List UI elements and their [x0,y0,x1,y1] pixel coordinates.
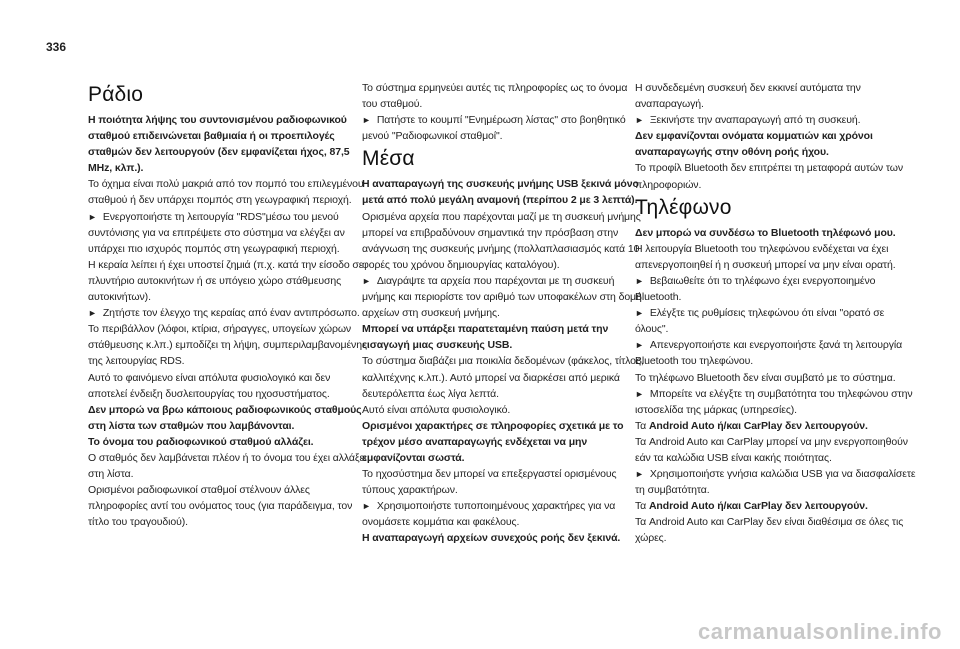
action-item [635,466,917,498]
triangle-right-icon: ► [635,115,644,126]
action-item [635,273,917,305]
triangle-right-icon: ► [362,275,371,286]
triangle-right-icon: ► [635,275,644,286]
section-heading: Ράδιο [88,83,144,106]
action-text: Ελέγξτε τις ρυθμίσεις τηλεφώνου ότι είναι "ορατό σε όλους". [635,307,885,336]
action-text: Χρησιμοποιήστε τυποποιημένους χαρακτήρες για να ονομάσετε κομμάτια και φακέλους. [362,500,616,529]
body-text: Η λειτουργία Bluetooth του τηλεφώνου ενδέχεται να έχει απενεργοποιηθεί ή η συσκευή μπορεί να μην είναι ορατή. [635,242,896,271]
body-text: Ορισμένα αρχεία που παρέχονται μαζί με τη συσκευή μνήμης μπορεί να επιβραδύνουν σημαντικά την πρόσβαση στην ανάγνωση της συσκευής μνήμης (πολλαπλασιασμός κατά 10 φορές του χρόνου δημιουργίας καταλόγου). [362,210,641,271]
body-text: Το περιβάλλον (λόφοι, κτίρια, σήραγγες, υπογείων χώρων στάθμευσης κ.λπ.) εμποδίζει τη λήψη, συμπεριλαμβανομένης της λειτουργίας RDS. [88,323,367,368]
problem-heading: Η αναπαραγωγή αρχείων συνεχούς ροής δεν ξεκινά. [362,532,621,545]
action-item [635,305,917,337]
problem-heading: Δεν μπορώ να συνδέσω το Bluetooth τηλέφωνό μου. [635,226,896,239]
action-text: Χρησιμοποιήστε γνήσια καλώδια USB για να διασφαλίσετε τη συμβατότητα. [635,468,916,497]
action-text: Ενεργοποιήστε τη λειτουργία "RDS"μέσω του μενού συντόνισης για να επιτρέψετε στο σύστημα να ελέγξει αν υπάρχει πιο ισχυρός πομπός στη γεωγραφική περιοχή. [88,210,345,255]
body-text: Το προφίλ Bluetooth δεν επιτρέπει τη μεταφορά αυτών των πληροφοριών. [635,162,904,191]
triangle-right-icon: ► [635,308,644,319]
action-item [88,305,370,321]
body-text: Το όχημα είναι πολύ μακριά από τον πομπό του επιλεγμένου σταθμού ή δεν υπάρχει πομπός στη γεωγραφική περιοχή. [88,178,364,207]
body-text: Η κεραία λείπει ή έχει υποστεί ζημιά (π.χ. κατά την είσοδο σε πλυντήριο αυτοκινήτων ή σε υπόγειο χώρο στάθμευσης αυτοκινήτων). [88,258,364,304]
section-heading: Μέσα [362,147,415,171]
action-item [362,112,644,144]
section-heading: Τηλέφωνο [635,195,732,219]
body-text: Τα Android Auto και CarPlay μπορεί να μην ενεργοποιηθούν εάν τα καλώδια USB είναι κακής ποιότητας. [635,435,908,464]
action-text: Ζητήστε τον έλεγχο της κεραίας από έναν αντιπρόσωπο. [102,307,360,320]
triangle-right-icon: ► [362,115,371,126]
page-number: 336 [46,40,67,54]
action-text: Διαγράψτε τα αρχεία που παρέχονται με τη συσκευή μνήμης και περιορίστε τον αριθμό των υποφακέλων στη δομή αρχείων στη συσκευή μνήμης. [362,274,642,320]
body-text: Το σύστημα ερμηνεύει αυτές τις πληροφορίες ως το όνομα του σταθμού. [362,82,628,111]
body-text: Η συνδεδεμένη συσκευή δεν εκκινεί αυτόματα την αναπαραγωγή. [635,82,861,111]
action-item [635,337,917,369]
action-item [362,273,644,321]
triangle-right-icon: ► [635,340,644,351]
problem-heading: Μπορεί να υπάρξει παρατεταμένη παύση μετά την εισαγωγή μιας συσκευής USB. [362,323,609,352]
action-item [88,209,370,257]
problem-heading [635,418,917,434]
action-text: Μπορείτε να ελέγξτε τη συμβατότητα του τηλεφώνου στην ιστοσελίδα της μάρκας (υπηρεσίες). [635,387,913,416]
heading-prefix: Τα [635,419,649,432]
problem-heading: Ορισμένοι χαρακτήρες σε πληροφορίες σχετικά με το τρέχον μέσο αναπαραγωγής ενδέχεται να μην εμφανίζονται σωστά. [362,419,624,464]
problem-heading: Δεν μπορώ να βρω κάποιους ραδιοφωνικούς σταθμούς στη λίστα των σταθμών που λαμβάνονται. [88,403,362,432]
action-text: Βεβαιωθείτε ότι το τηλέφωνο έχει ενεργοποιημένο Bluetooth. [635,274,876,304]
problem-heading: Δεν εμφανίζονται ονόματα κομματιών και χρόνοι αναπαραγωγής στην οθόνη ροής ήχου. [635,130,873,159]
problem-heading: Η ποιότητα λήψης του συντονισμένου ραδιοφωνικού σταθμού επιδεινώνεται βαθμιαία ή οι προεπιλογές σταθμών δεν λειτουργούν (δεν εμφανίζεται ήχος, 87,5 MHz, κλπ.). [88,114,350,175]
body-text: Ο σταθμός δεν λαμβάνεται πλέον ή το όνομα του έχει αλλάξει στη λίστα. [88,451,367,481]
body-text: Αυτό το φαινόμενο είναι απόλυτα φυσιολογικό και δεν αποτελεί ένδειξη δυσλειτουργίας του ηχοσυστήματος. [88,371,331,400]
column-left [88,80,370,530]
body-text: Το σύστημα διαβάζει μια ποικιλία δεδομένων (φάκελος, τίτλος, καλλιτέχνης κ.λπ.). Αυτό μπορεί να διαρκέσει από μερικά δευτερόλεπτα έως λίγα λεπτά. [362,355,644,400]
heading-bold: Android Auto ή/και CarPlay δεν λειτουργούν. [648,419,868,432]
triangle-right-icon: ► [362,501,371,512]
action-text: Ξεκινήστε την αναπαραγωγή από τη συσκευή. [649,114,861,127]
triangle-right-icon: ► [635,388,644,399]
body-text: Τα Android Auto και CarPlay δεν είναι διαθέσιμα σε όλες τις χώρες. [635,516,904,545]
heading-prefix: Τα [635,500,649,513]
body-text: Ορισμένοι ραδιοφωνικοί σταθμοί στέλνουν άλλες πληροφορίες αντί του ονόματος τους (για παράδειγμα, τον τίτλο του τραγουδιού). [88,484,353,529]
heading-bold: Android Auto ή/και CarPlay δεν λειτουργούν. [648,500,868,513]
body-text: Το ηχοσύστημα δεν μπορεί να επεξεργαστεί ορισμένους τύπους χαρακτήρων. [362,468,617,497]
triangle-right-icon: ► [88,211,97,222]
column-right [635,80,917,547]
triangle-right-icon: ► [88,308,97,319]
triangle-right-icon: ► [635,469,644,480]
action-text: Απενεργοποιήστε και ενεργοποιήστε ξανά τη λειτουργία Bluetooth του τηλεφώνου. [635,339,903,368]
problem-heading [635,498,917,514]
body-text: Το τηλέφωνο Bluetooth δεν είναι συμβατό με το σύστημα. [635,371,896,384]
problem-heading: Η αναπαραγωγή της συσκευής μνήμης USB ξεκινά μόνο μετά από πολύ μεγάλη αναμονή (περίπου 2 με 3 λεπτά). [362,178,639,207]
body-text: Αυτό είναι απόλυτα φυσιολογικό. [362,403,511,416]
watermark-text: carmanualsonline.info [698,619,942,644]
action-item [635,112,917,128]
action-item [635,386,917,418]
column-middle [362,80,644,547]
action-item [362,498,644,530]
problem-heading: Το όνομα του ραδιοφωνικού σταθμού αλλάζει. [88,435,314,448]
action-text: Πατήστε το κουμπί "Ενημέρωση λίστας" στο βοηθητικό μενού "Ραδιοφωνικοί σταθμοί". [362,114,626,143]
